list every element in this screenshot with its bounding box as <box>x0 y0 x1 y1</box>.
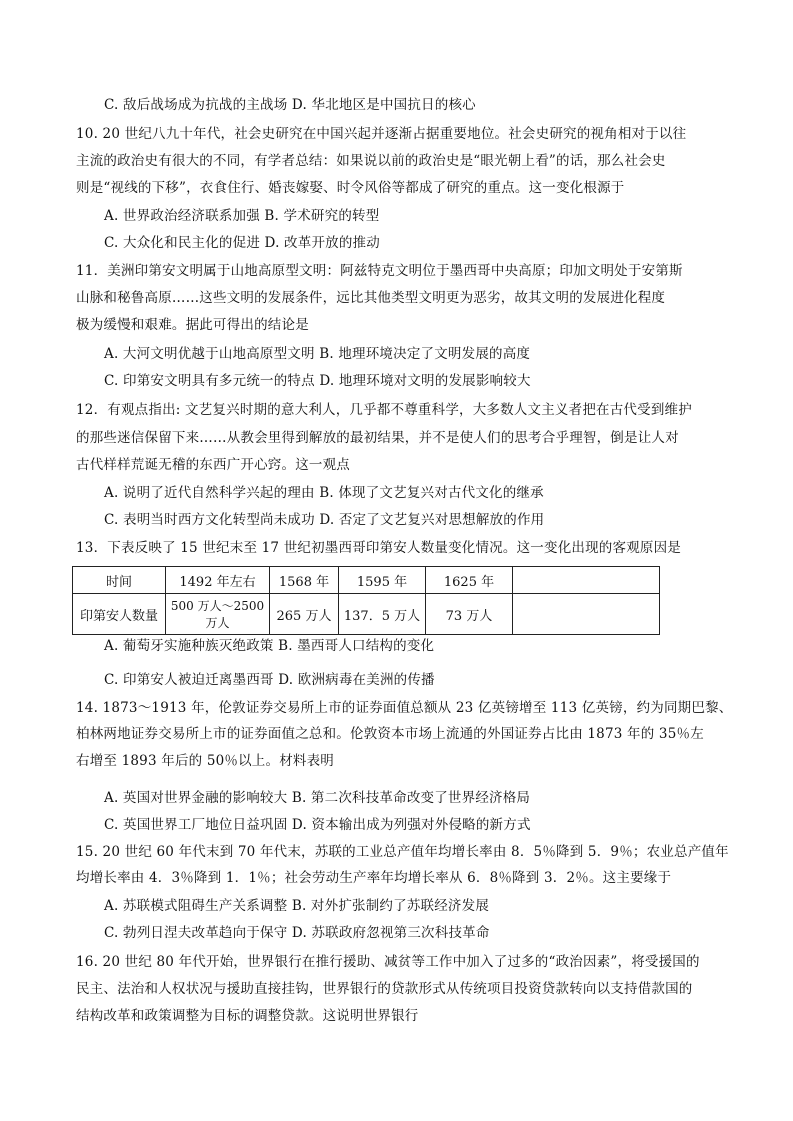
q12-stem-line-2: 的那些迷信保留下来……从教会里得到解放的最初结果，并不是使人们的思考合乎理智，倒是让人对 <box>76 430 679 446</box>
q14-stem-line-1: 14. 1873～1913 年，伦敦证券交易所上市的证券面值总额从 23 亿英镑增至 113 亿英镑，约为同期巴黎、 <box>76 700 733 716</box>
q10-stem-line-3: 则是“视线的下移”，衣食住行、婚丧嫁娶、时令风俗等都成了研究的重点。这一变化根源于 <box>76 180 625 196</box>
q11-stem-line-1: 11．美洲印第安文明属于山地高原型文明：阿兹特克文明位于墨西哥中央高原；印加文明处于安第斯 <box>76 263 683 279</box>
q12-stem-line-3: 古代样样荒诞无稽的东西广开心窍。这一观点 <box>76 457 350 473</box>
q10-options-cd: C. 大众化和民主化的促进 D. 改革开放的推动 <box>104 235 380 251</box>
table-cell: 137．5 万人 <box>339 594 426 635</box>
table-cell: 265 万人 <box>270 594 339 635</box>
q14-stem-line-2: 柏林两地证券交易所上市的证券面值之总和。伦敦资本市场上流通的外国证券占比由 1873 年的 35％左 <box>76 726 704 742</box>
table-header-cell <box>513 567 660 594</box>
q15-stem-line-1: 15. 20 世纪 60 年代末到 70 年代末，苏联的工业总产值年均增长率由 8．5％降到 5．9％；农业总产值年 <box>76 844 729 860</box>
q14-options-cd: C. 英国世界工厂地位日益巩固 D. 资本输出成为列强对外侵略的新方式 <box>104 817 531 833</box>
q12-options-cd: C. 表明当时西方文化转型尚未成功 D. 否定了文艺复兴对思想解放的作用 <box>104 512 545 528</box>
table-cell <box>513 594 660 635</box>
q16-stem-line-2: 民主、法治和人权状况与援助直接挂钩，世界银行的贷款形式从传统项目投资贷款转向以支持借款国的 <box>76 981 693 997</box>
table-cell: 73 万人 <box>426 594 513 635</box>
table-header-cell: 1568 年 <box>270 567 339 594</box>
table-cell: 500 万人～2500 万人 <box>166 594 270 635</box>
q14-stem-line-3: 右增至 1893 年后的 50％以上。材料表明 <box>76 753 335 769</box>
q10-stem-line-2: 主流的政治史有很大的不同，有学者总结：如果说以前的政治史是“眼光朝上看”的话，那么社会史 <box>76 153 666 169</box>
table-header-row <box>73 567 660 594</box>
q9-options-cd: C. 敌后战场成为抗战的主战场 D. 华北地区是中国抗日的核心 <box>104 97 476 113</box>
q10-options-ab: A. 世界政治经济联系加强 B. 学术研究的转型 <box>104 208 380 224</box>
table-header-cell: 1492 年左右 <box>166 567 270 594</box>
q15-stem-line-2: 均增长率由 4．3％降到 1．1％；社会劳动生产率年均增长率从 6．8％降到 3．2％。这主要缘于 <box>76 870 672 886</box>
q11-options-ab: A. 大河文明优越于山地高原型文明 B. 地理环境决定了文明发展的高度 <box>104 346 531 362</box>
q11-stem-line-2: 山脉和秘鲁高原……这些文明的发展条件，远比其他类型文明更为恶劣，故其文明的发展进化程度 <box>76 290 666 306</box>
q15-options-cd: C. 勃列日涅夫改革趋向于保守 D. 苏联政府忽视第三次科技革命 <box>104 925 490 941</box>
q14-options-ab: A. 英国对世界金融的影响较大 B. 第二次科技革命改变了世界经济格局 <box>104 790 531 806</box>
q11-options-cd: C. 印第安文明具有多元统一的特点 D. 地理环境对文明的发展影响较大 <box>104 373 531 389</box>
table-row <box>73 594 660 635</box>
q13-options-cd: C. 印第安人被迫迁离墨西哥 D. 欧洲病毒在美洲的传播 <box>104 672 435 688</box>
q15-options-ab: A. 苏联模式阻碍生产关系调整 B. 对外扩张制约了苏联经济发展 <box>104 898 490 914</box>
q16-stem-line-1: 16. 20 世纪 80 年代开始，世界银行在推行援助、减贫等工作中加入了过多的“政治因素”，将受援国的 <box>76 954 700 970</box>
table-header-cell: 1595 年 <box>339 567 426 594</box>
table-header-cell: 时间 <box>73 567 166 594</box>
population-table <box>72 566 660 635</box>
q13-options-ab: A. 葡萄牙实施种族灭绝政策 B. 墨西哥人口结构的变化 <box>104 638 435 654</box>
q13-stem: 13．下表反映了 15 世纪末至 17 世纪初墨西哥印第安人数量变化情况。这一变化出现的客观原因是 <box>76 540 681 556</box>
table-header-cell: 1625 年 <box>426 567 513 594</box>
q12-options-ab: A. 说明了近代自然科学兴起的理由 B. 体现了文艺复兴对古代文化的继承 <box>104 485 544 501</box>
q16-stem-line-3: 结构改革和政策调整为目标的调整贷款。这说明世界银行 <box>76 1008 419 1024</box>
q11-stem-line-3: 极为缓慢和艰难。据此可得出的结论是 <box>76 317 309 333</box>
q12-stem-line-1: 12．有观点指出: 文艺复兴时期的意大利人，几乎都不尊重科学，大多数人文主义者把在古代受到维护 <box>76 402 692 418</box>
q10-stem-line-1: 10. 20 世纪八九十年代，社会史研究在中国兴起并逐渐占据重要地位。社会史研究的视角相对于以往 <box>76 126 687 142</box>
table-cell: 印第安人数量 <box>73 594 166 635</box>
